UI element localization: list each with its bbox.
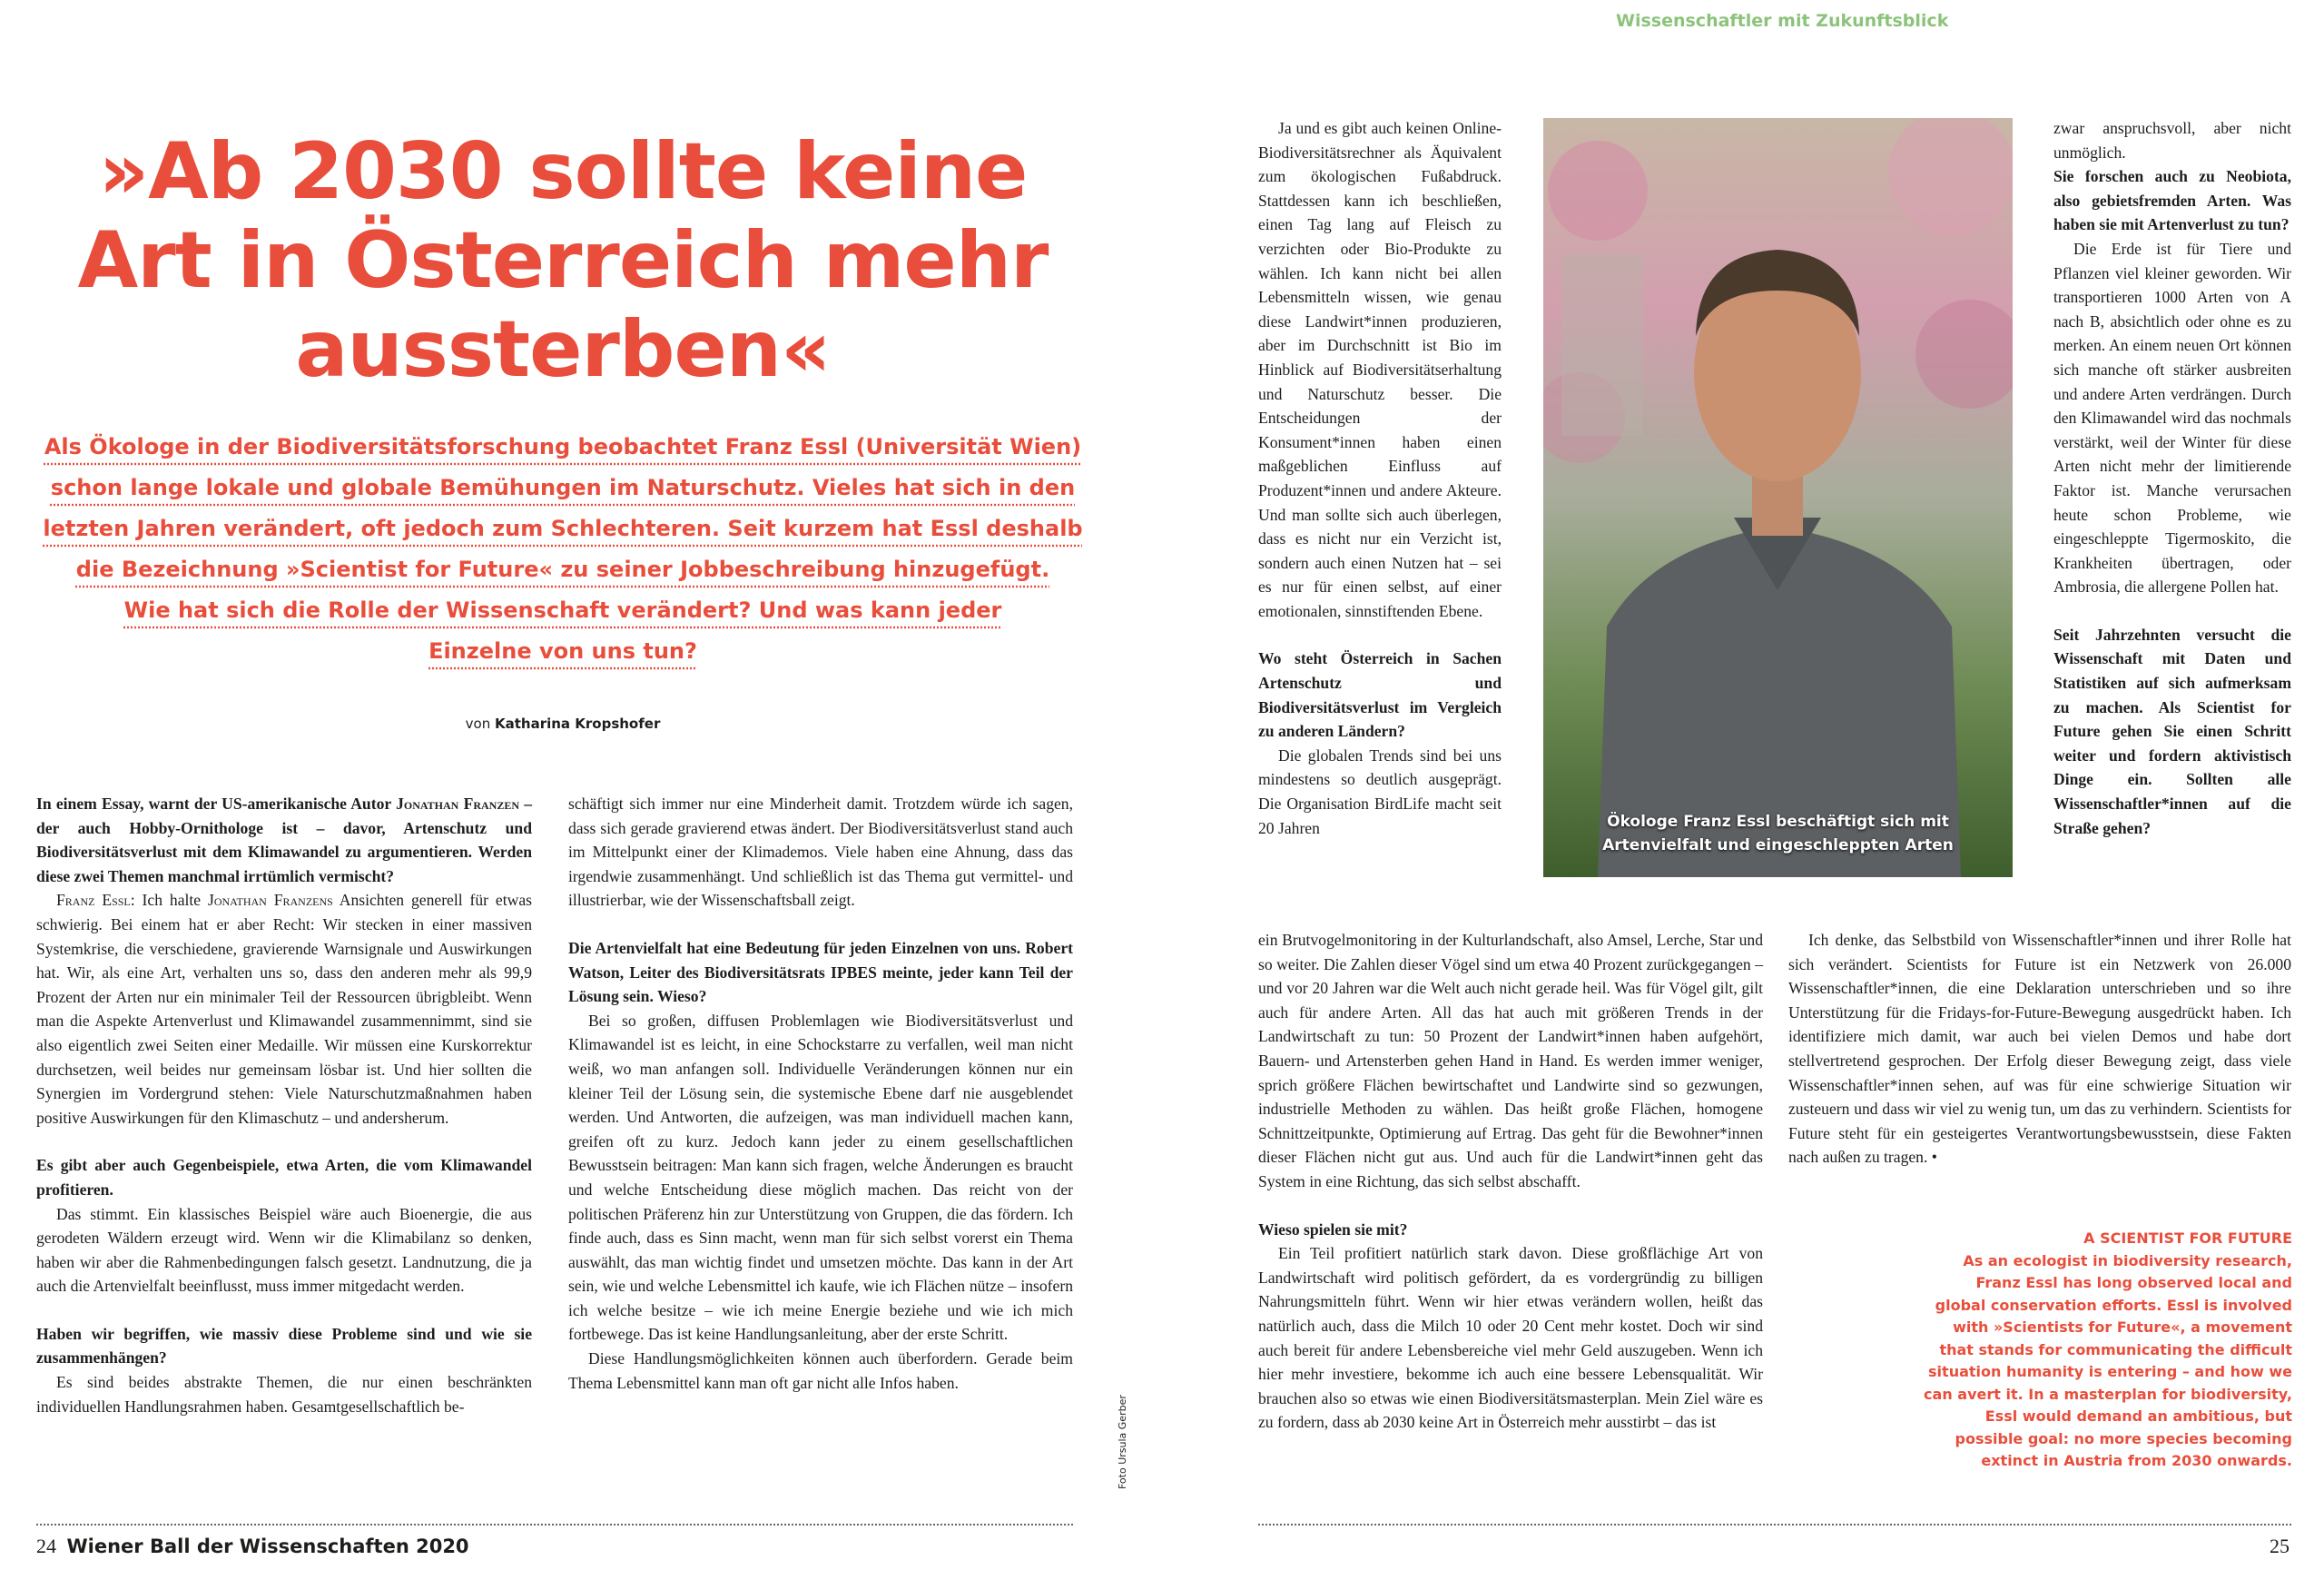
question: Es gibt aber auch Gegenbeispiele, etwa Arten, die vom Klimawandel profitieren. <box>36 1156 532 1199</box>
answer-continued: schäftigt sich immer nur eine Minderheit damit. Trotzdem würde ich sagen, dass sich gerade gravierend etwas ändert. Der Biodiversitätsverlust stand auch im Mittelpunkt einer der Klimademos. Viele haben eine Ahnung, dass das irgendwie zusammenhängt. Und schließlich ist das Thema gut vermittel- und illustrierbar, wie der Wissenschaftsball zeigt. <box>568 795 1073 910</box>
summary-line: Franz Essl has long observed local and <box>1975 1274 2292 1291</box>
footer-rule-right <box>1258 1524 2291 1526</box>
answer: Die globalen Trends sind bei uns mindestens so deutlich ausgeprägt. Die Organisation BirdLife macht seit 20 Jahren <box>1258 746 1502 837</box>
end-mark: • <box>1931 1148 1937 1167</box>
author-name: Jonathan Franzen <box>396 795 519 813</box>
column-4 <box>2053 116 2291 840</box>
lead-line: Wie hat sich die Rolle der Wissenschaft verändert? Und was kann jeder <box>123 597 1002 623</box>
question: Seit Jahrzehnten versucht die Wissenschaft mit Daten und Statistiken auf sich aufmerksam zu machen. Als Scientist for Future gehen Sie einen Schritt weiter und fordern aktivistisch Dinge ein. Sollten alle Wissenschaftler*innen auf die Straße gehen? <box>2053 625 2291 837</box>
lead-line: Einzelne von uns tun? <box>428 638 697 664</box>
summary-line: extinct in Austria from 2030 onwards. <box>1981 1452 2292 1469</box>
summary-line: global conservation efforts. Essl is involved <box>1935 1296 2292 1314</box>
answer: Franz Essl: Ich halte Jonathan Franzens Ansichten generell für etwas schwierig. Bei einem hat er aber Recht: Wir stecken in einer massiven Systemkrise, die verschiedene, gravierende Warnsignale und Auswirkungen hat. Wir, als eine Art, verhalten uns so, dass den anderen mehr als 99,9 Prozent der Arten nur ein minimaler Teil der Ressourcen übrigbleibt. Wenn man die Aspekte Artenverlust und Klimawandel zusammennimmt, sind sie also eigentlich zwei Seiten einer Medaille. Wir müssen eine Kurskorrektur durchsetzen, weil beides nur gemeinsam lösbar ist. Und hier sollten die Synergien im Vordergrund stehen: Viele Naturschutzmaßnahmen haben positive Auswirkungen für den Klimaschutz – und andersherum. <box>36 891 532 1127</box>
page-number: 24 <box>36 1535 56 1557</box>
summary-line: can avert it. In a masterplan for biodiversity, <box>1924 1385 2292 1403</box>
summary-line: possible goal: no more species becoming <box>1955 1429 2292 1447</box>
column-1 <box>36 792 532 1418</box>
speaker-name: Franz Essl: <box>56 891 135 910</box>
summary-title: A SCIENTIST FOR FUTURE <box>2083 1229 2292 1247</box>
page-number-right: 25 <box>2270 1535 2290 1557</box>
lead-line: schon lange lokale und globale Bemühungen im Naturschutz. Vieles hat sich in den <box>50 475 1076 500</box>
footer-left <box>36 1535 469 1558</box>
summary-line: with »Scientists for Future«, a movement <box>1953 1318 2292 1336</box>
answer: Ich denke, das Selbstbild von Wissenschaftler*innen und ihrer Rolle hat sich verändert. Scientists for Future ist ein Netzwerk von 26.000 Wissenschaftler*innen, die eine Deklaration unterschrieben und so ihre Unterstützung für die Fridays-for-Future-Bewegung ausgedrückt haben. Ich identifiziere mich damit, war auch bei vielen Demos und habe dort stellvertretend gesprochen. Der Erfolg dieser Bewegung zeigt, dass viele Wissenschaftler*innen sehen, auf was für eine schwierige Situation wir zusteuern und dass wir viel zu wenig tun, um das zu verhindern. Scientists for Future steht für ein gesteigertes Verantwortungsbewusstsein, diese Fakten nach außen zu tragen. • <box>1788 931 2291 1167</box>
summary-line: As an ecologist in biodiversity research, <box>1963 1251 2292 1269</box>
summary-line: that stands for communicating the difficult <box>1939 1340 2292 1358</box>
answer: Das stimmt. Ein klassisches Beispiel wäre auch Bioenergie, die aus gerodeten Wäldern erzeugt wird. Wenn wir die Klimabilanz so denken, haben wir aber die Rahmenbedingungen falsch gesetzt. Landnutzung, die ja auch die Artenvielfalt beeinflusst, muss immer mitgedacht werden. <box>36 1204 532 1296</box>
question: Wieso spielen sie mit? <box>1258 1219 1408 1239</box>
portrait-photo <box>1543 118 2013 877</box>
column-2 <box>568 792 1073 1395</box>
column-3-lower <box>1258 928 1763 1435</box>
lead-line: die Bezeichnung »Scientist for Future« zu seiner Jobbeschreibung hinzugefügt. <box>75 557 1050 582</box>
caption-line: Artenvielfalt und eingeschleppten Arten <box>1602 836 1954 854</box>
photo-caption <box>1543 810 2013 857</box>
section-label: Wissenschaftler mit Zukunftsblick <box>1616 11 1949 31</box>
question: Wo steht Österreich in Sachen Artenschutz und Biodiversitätsverlust im Vergleich zu anderen Ländern? <box>1258 649 1502 741</box>
question: In einem Essay, warnt der US-amerikanische Autor Jonathan Franzen – der auch Hobby-Ornithologe ist – davor, Artenschutz und Biodiversitätsverlust mit dem Klimawandel zu argumentieren. Werden diese zwei Themen manchmal irrtümlich vermischt? <box>36 795 533 885</box>
lead-line: Als Ökologe in der Biodiversitätsforschung beobachtet Franz Essl (Universität Wien) <box>44 434 1082 459</box>
answer: Es sind beides abstrakte Themen, die nur einen beschränkten individuellen Handlungsrahmen haben. Gesamtgesellschaftlich be- <box>36 1373 532 1416</box>
question: Haben wir begriffen, wie massiv diese Probleme sind und wie sie zusammenhängen? <box>36 1324 532 1368</box>
lead-line: letzten Jahren verändert, oft jedoch zum Schlechteren. Seit kurzem hat Essl deshalb <box>43 516 1083 541</box>
answer-continued: Ja und es gibt auch keinen Online-Biodiversitätsrechner als Äquivalent zum ökologischen Fußabdruck. Stattdessen kann ich beschließen, einen Tag lang auf Fleisch zu verzichten oder Bio-Produkte zu wählen. Ich kann nicht bei allen Lebensmitteln wissen, wie genau diese Landwirt*innen produzieren, aber im Durchschnitt ist Bio im Hinblick auf Biodiversitätserhaltung und Naturschutz besser. Die Entscheidungen der Konsument*innen haben einen maßgeblichen Einfluss auf Produzent*innen und andere Akteure. Und man sollte sich auch überlegen, dass es nicht nur ein Verzicht ist, sondern auch einen Nutzen hat – sei es nur für einen selbst, auf einer emotionalen, sinnstiftenden Ebene. <box>1258 119 1502 620</box>
headline: »Ab 2030 sollte keine Art in Österreich mehr aussterben« <box>77 126 1049 395</box>
answer-continued: zwar anspruchsvoll, aber nicht unmöglich. <box>2053 119 2291 162</box>
summary-line: Essl would demand an ambitious, but <box>1984 1407 2292 1425</box>
answer: Diese Handlungsmöglichkeiten können auch überfordern. Gerade beim Thema Lebensmittel kann man oft gar nicht alle Infos haben. <box>568 1349 1073 1392</box>
answer-continued: ein Brutvogelmonitoring in der Kulturlandschaft, also Amsel, Lerche, Star und so weiter. Die Zahlen dieser Vögel sind um etwa 40 Prozent zurückgegangen – und vor 20 Jahren war die Welt auch nicht gerade heil. Was für Vögel gilt, gilt auch für andere Arten. All das hat auch mit größeren Trends in der Landwirtschaft zu tun: 50 Prozent der Landwirt*innen haben aufgehört, Bauern- und Artensterben gehen Hand in Hand. Es werden immer weniger, sprich größere Flächen bewirtschaftet und Landwirte sind so gezwungen, industrielle Methoden zu wählen. Das heißt große Flächen, homogene Schnittzeitpunkte, Optimierung auf Ertrag. Das geht für die Bewohner*innen dieser Flächen nicht gut aus. Und auch für die Landwirt*innen geht das System in eine Richtung, das sich selbst abschafft. <box>1258 931 1763 1190</box>
author-name: Jonathan Franzens <box>207 891 333 910</box>
question: Die Artenvielfalt hat eine Bedeutung für jeden Einzelnen von uns. Robert Watson, Leiter des Biodiversitätsrats IPBES meinte, jeder kann Teil der Lösung sein. Wieso? <box>568 938 1073 1006</box>
question: Sie forschen auch zu Neobiota, also gebietsfremden Arten. Was haben sie mit Artenverlust zu tun? <box>2053 167 2291 234</box>
column-3 <box>1258 116 1502 840</box>
byline <box>399 716 726 732</box>
publication-title: Wiener Ball der Wissenschaften 2020 <box>66 1535 469 1557</box>
summary-box <box>1906 1228 2292 1473</box>
lead-paragraph <box>36 427 1089 672</box>
photo-credit: Foto Ursula Gerber <box>1117 1395 1128 1489</box>
answer: Die Erde ist für Tiere und Pflanzen viel kleiner geworden. Wir transportieren 1000 Arten von A nach B, absichtlich oder ohne es zu merken. An einem neuen Ort können sich manche oft stärker ausbreiten und andere Arten verdrängen. Durch den Klimawandel wird das nochmals verstärkt, weil der Winter für diese Arten nicht mehr der limitierende Faktor ist. Manche verursachen heute schon Probleme, wie eingeschleppte Tigermoskito, die Krankheiten übertragen, oder Ambrosia, die allergene Pollen hat. <box>2053 239 2291 597</box>
answer: Ein Teil profitiert natürlich stark davon. Diese großflächige Art von Landwirtschaft wird politisch gefördert, da es vordergründig zu billigen Nahrungsmitteln führt. Wenn wir hier etwas verändern wollen, heißt das natürlich auch, dass die Milch 10 oder 20 Cent mehr kostet. Doch wir sind auch bereit für andere Lebensbereiche viel mehr Geld auszugeben. Wenn ich hier mehr investiere, bekomme ich auch eine bessere Lebensqualität. Wir brauchen also so etwas wie einen Biodiversitätsmasterplan. Mein Ziel wäre es zu fordern, dass ab 2030 keine Art in Österreich mehr ausstirbt – das ist <box>1258 1244 1763 1432</box>
byline-prefix: von <box>465 716 491 732</box>
portrait-illustration <box>1543 118 2013 877</box>
column-4-lower <box>1788 928 2291 1170</box>
byline-author: Katharina Kropshofer <box>494 716 661 732</box>
caption-line: Ökologe Franz Essl beschäftigt sich mit <box>1607 813 1949 831</box>
footer-rule-left <box>36 1524 1073 1526</box>
summary-line: situation humanity is entering – and how we <box>1928 1363 2292 1380</box>
answer: Bei so großen, diffusen Problemlagen wie Biodiversitätsverlust und Klimawandel ist es leicht, in eine Schockstarre zu verfallen, weil man nicht weiß, wo man anfangen soll. Individuelle Veränderungen können nur ein kleiner Teil der Lösung sein, die systemische Ebene darf nie ausgeblendet werden. Und Antworten, die aufzeigen, was man individuell machen kann, greifen oft zu kurz. Jedoch kann jeder zu einem gesellschaftlichen Bewusstsein beitragen: Man kann sich fragen, welche Änderungen es braucht und welche Entscheidung diese möglich machen. Das reicht von der politischen Präferenz hin zur Unterstützung von Gruppen, die das fördern. Ich finde auch, dass es Sinn macht, wenn man für sich selbst vorerst ein Thema auswählt, das man wichtig findet und umsetzen möchte. Das kann in der Art sein, wie und welche Lebensmittel ich kaufe, wie ich Flächen nütze – insofern ich welche besitze – wie ich meine Energie beziehe und wie ich mich fortbewege. Das ist keine Handlungsanleitung, aber der erste Schritt. <box>568 1011 1073 1344</box>
